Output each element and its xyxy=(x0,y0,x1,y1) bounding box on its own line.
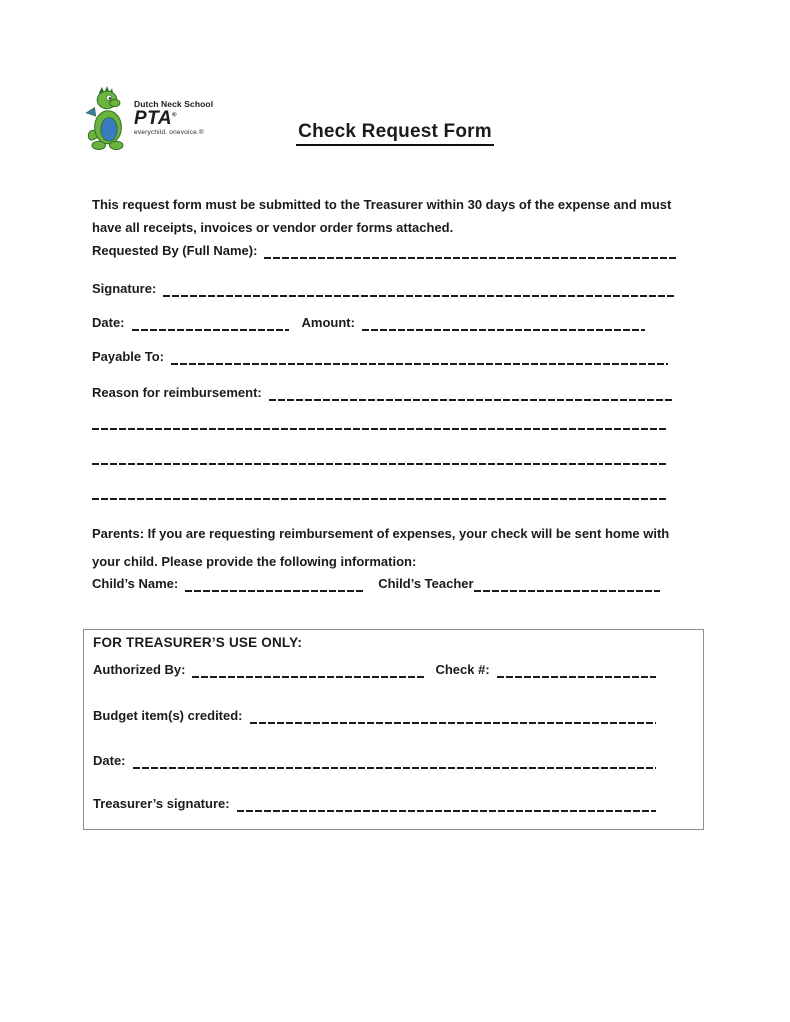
amount-blank-line xyxy=(362,314,645,331)
payable-to-row xyxy=(92,348,668,365)
childs-name-label: Child’s Name: xyxy=(92,576,179,591)
childs-teacher-blank-line xyxy=(474,575,660,592)
reason-blank-line xyxy=(92,483,668,500)
signature-blank-line xyxy=(163,280,676,297)
reason-continuation-row xyxy=(92,448,668,465)
check-number-label: Check #: xyxy=(435,662,490,677)
date-blank-line xyxy=(132,314,289,331)
budget-credited-row xyxy=(93,707,656,724)
requested-by-row xyxy=(92,242,676,259)
treasurer-use-only-box xyxy=(83,629,704,830)
reason-blank-line xyxy=(92,413,668,430)
payable-to-label: Payable To: xyxy=(92,349,165,364)
logo-tagline: everychild. onevoice.® xyxy=(134,129,204,136)
treasurer-date-blank-line xyxy=(133,752,656,769)
title-wrap xyxy=(0,121,790,146)
parents-note: Parents: If you are requesting reimbursement of expenses, your check will be sent home with your child. Please provide the following information: xyxy=(92,526,670,569)
budget-credited-label: Budget item(s) credited: xyxy=(93,708,243,723)
treasurer-signature-label: Treasurer’s signature: xyxy=(93,796,230,811)
child-info-row xyxy=(92,575,660,592)
authorized-by-label: Authorized By: xyxy=(93,662,186,677)
treasurer-box-heading: FOR TREASURER’S USE ONLY: xyxy=(93,635,303,650)
treasurer-date-label: Date: xyxy=(93,753,126,768)
treasurer-signature-row xyxy=(93,795,656,812)
authorized-by-row xyxy=(93,661,656,678)
budget-credited-blank-line xyxy=(250,707,656,724)
treasurer-signature-blank-line xyxy=(237,795,656,812)
signature-label: Signature: xyxy=(92,281,157,296)
logo-school-name: Dutch Neck School xyxy=(134,98,214,109)
childs-name-blank-line xyxy=(185,575,365,592)
logo-org-name: PTA® xyxy=(134,108,178,129)
reason-continuation-row xyxy=(92,483,668,500)
date-label: Date: xyxy=(92,315,125,330)
intro-paragraph: This request form must be submitted to the Treasurer within 30 days of the expense and must have all receipts, invoices or vendor order forms attached. xyxy=(92,197,672,235)
reason-continuation-row xyxy=(92,413,668,430)
reason-blank-line xyxy=(269,384,673,401)
reason-blank-line xyxy=(92,448,668,465)
authorized-by-blank-line xyxy=(192,661,425,678)
check-number-blank-line xyxy=(497,661,656,678)
requested-by-label: Requested By (Full Name): xyxy=(92,243,258,258)
signature-row xyxy=(92,280,676,297)
reason-row xyxy=(92,384,673,401)
registered-mark: ® xyxy=(172,112,178,119)
childs-teacher-label: Child’s Teacher xyxy=(378,576,474,591)
requested-by-blank-line xyxy=(264,242,676,259)
treasurer-date-row xyxy=(93,752,656,769)
page-title: Check Request Form xyxy=(296,121,494,146)
payable-to-blank-line xyxy=(171,348,668,365)
date-amount-row xyxy=(92,314,645,331)
amount-label: Amount: xyxy=(301,315,355,330)
reason-label: Reason for reimbursement: xyxy=(92,385,262,400)
